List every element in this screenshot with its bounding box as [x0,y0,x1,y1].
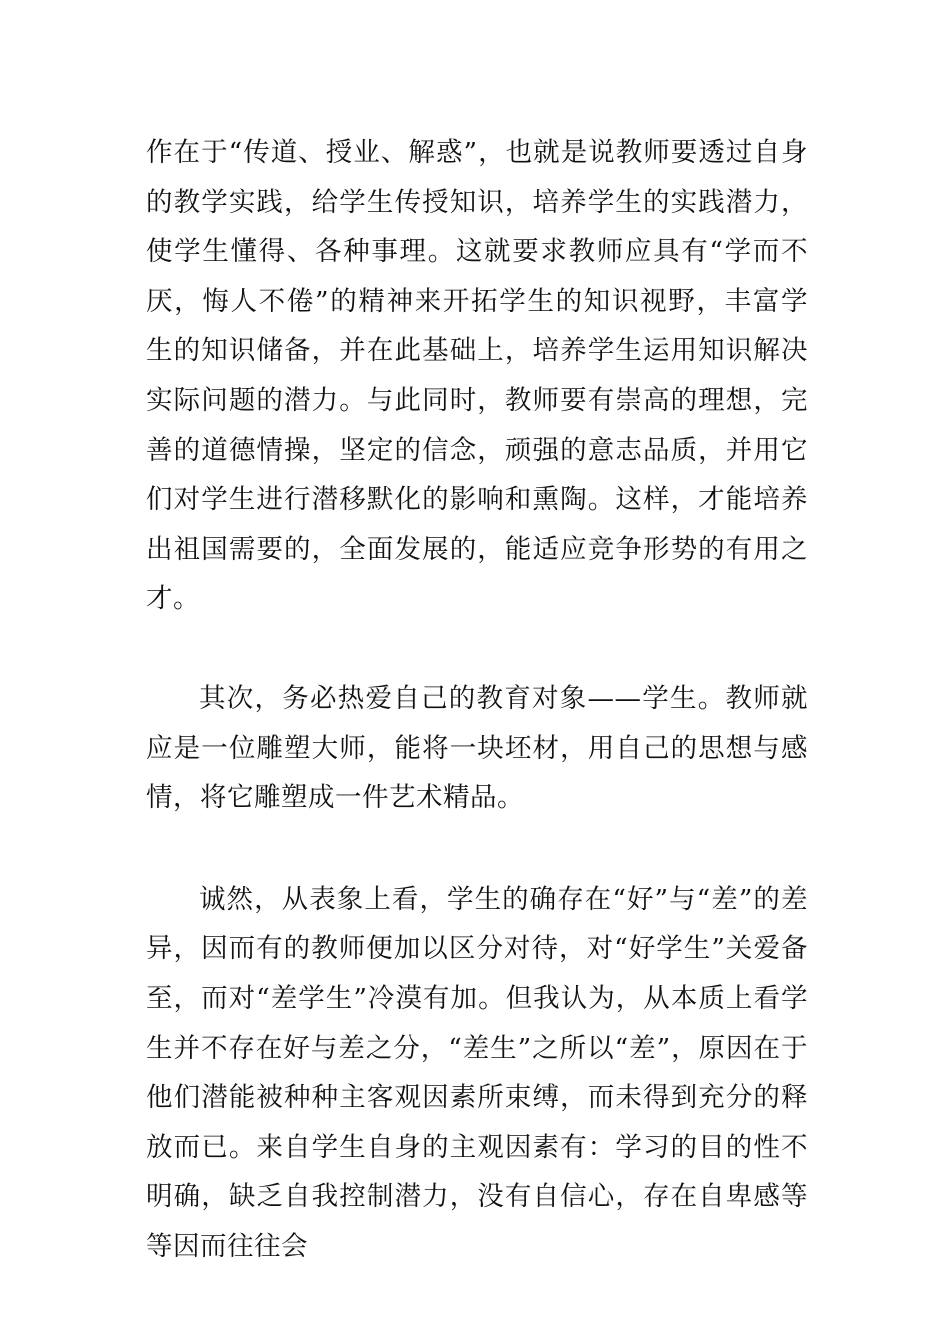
paragraph-continued: 作在于“传道、授业、解惑”，也就是说教师要透过自身的教学实践，给学生传授知识，培养学生的实践潜力，使学生懂得、各种事理。这就要求教师应具有“学而不厌，悔人不倦”的精神来开拓学生的知识视野，丰富学生的知识储备，并在此基础上，培养学生运用知识解决实际问题的潜力。与此同时，教师要有崇高的理想，完善的道德情操，坚定的信念，顽强的意志品质，并用它们对学生进行潜移默化的影响和熏陶。这样，才能培养出祖国需要的，全面发展的，能适应竞争形势的有用之才。 [146,137,808,615]
document-body [146,128,808,1271]
paragraph-third: 诚然，从表象上看，学生的确存在“好”与“差”的差异，因而有的教师便加以区分对待，对“好学生”关爱备至，而对“差学生”冷漠有加。但我认为，从本质上看学生并不存在好与差之分，“差生”之所以“差”，原因在于他们潜能被种种主客观因素所束缚，而未得到充分的释放而已。来自学生自身的主观因素有：学习的目的性不明确，缺乏自我控制潜力，没有自信心，存在自卑感等等因而往往会 [146,883,808,1262]
paragraph-second: 其次，务必热爱自己的教育对象——学生。教师就应是一位雕塑大师，能将一块坯材，用自己的思想与感情，将它雕塑成一件艺术精品。 [146,682,808,814]
